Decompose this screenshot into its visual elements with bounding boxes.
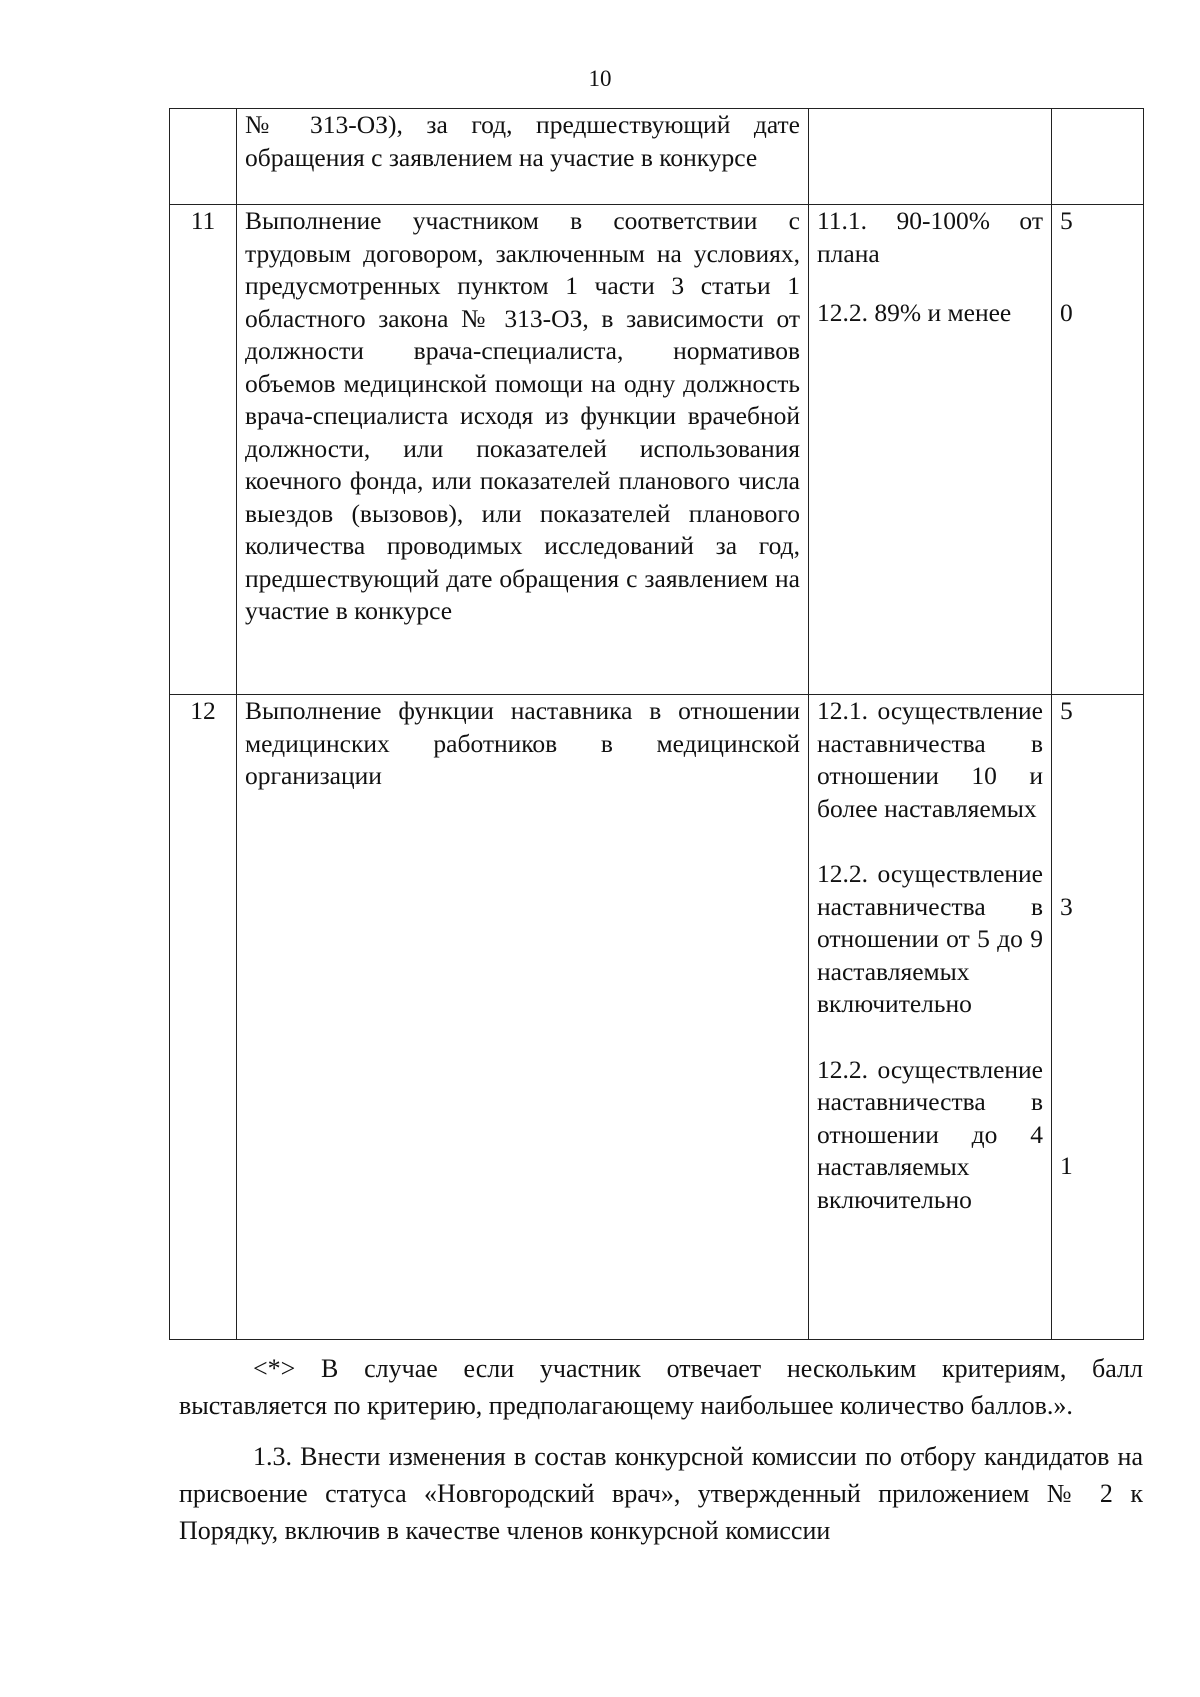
condition-item: 12.2. 89% и менее: [817, 298, 1012, 327]
score-value: 1: [1060, 1151, 1073, 1180]
score-value: 5: [1060, 696, 1073, 725]
criterion-scores: [1052, 695, 1144, 1340]
row-number: [170, 109, 237, 205]
row-number: 12: [170, 695, 237, 1340]
criterion-scores: [1052, 205, 1144, 695]
score-value: 5: [1060, 206, 1073, 235]
criterion-description: Выполнение участником в соответствии с трудовым договором, заключенным на условиях, предусмотренных пунктом 1 части 3 статьи 1 областного закона № 313-ОЗ, в зависимости от должности врача-специалиста, нормативов объемов медицинской помощи на одну должность врача-специалиста исходя из функции врачебной должности, или показателей использования коечного фонда, или показателей планового числа выездов (вызовов), или показателей планового количества проводимых исследований за год, предшествующий дате обращения с заявлением на участие в конкурсе: [237, 205, 809, 695]
condition-item: 12.2. осуществление наставничества в отношении от 5 до 9 наставляемых включительно: [817, 859, 1043, 1018]
condition-item: 12.2. осуществление наставничества в отношении до 4 наставляемых включительно: [817, 1054, 1043, 1214]
criterion-scores: [1052, 109, 1144, 205]
table-row: [170, 205, 1144, 695]
criterion-conditions: [809, 109, 1052, 205]
condition-item: 11.1. 90-100% от плана: [817, 206, 1043, 268]
page-number: 10: [588, 66, 612, 91]
table-row: [170, 109, 1144, 205]
amendment-paragraph: 1.3. Внести изменения в состав конкурсной комиссии по отбору кандидатов на присвоение статуса «Новгородский врач», утвержденный приложением № 2 к Порядку, включив в качестве членов конкурсной комиссии: [179, 1442, 1143, 1545]
footnote-paragraph: <*> В случае если участник отвечает нескольким критериям, балл выставляется по критерию, предполагающему наибольшее количество баллов.».: [179, 1354, 1143, 1420]
condition-item: 12.1. осуществление наставничества в отношении 10 и более наставляемых: [817, 696, 1043, 823]
criteria-table: [169, 108, 1144, 1340]
row-number: 11: [170, 205, 237, 695]
table-row: [170, 695, 1144, 1340]
score-value: 0: [1060, 297, 1073, 327]
criterion-conditions: [809, 205, 1052, 695]
body-text: [179, 1350, 1143, 1549]
criterion-conditions: [809, 695, 1052, 1340]
criterion-description: Выполнение функции наставника в отношении медицинских работников в медицинской организации: [237, 695, 809, 1340]
score-value: 3: [1060, 891, 1073, 921]
criterion-description: № 313-ОЗ), за год, предшествующий дате обращения с заявлением на участие в конкурсе: [237, 109, 809, 205]
